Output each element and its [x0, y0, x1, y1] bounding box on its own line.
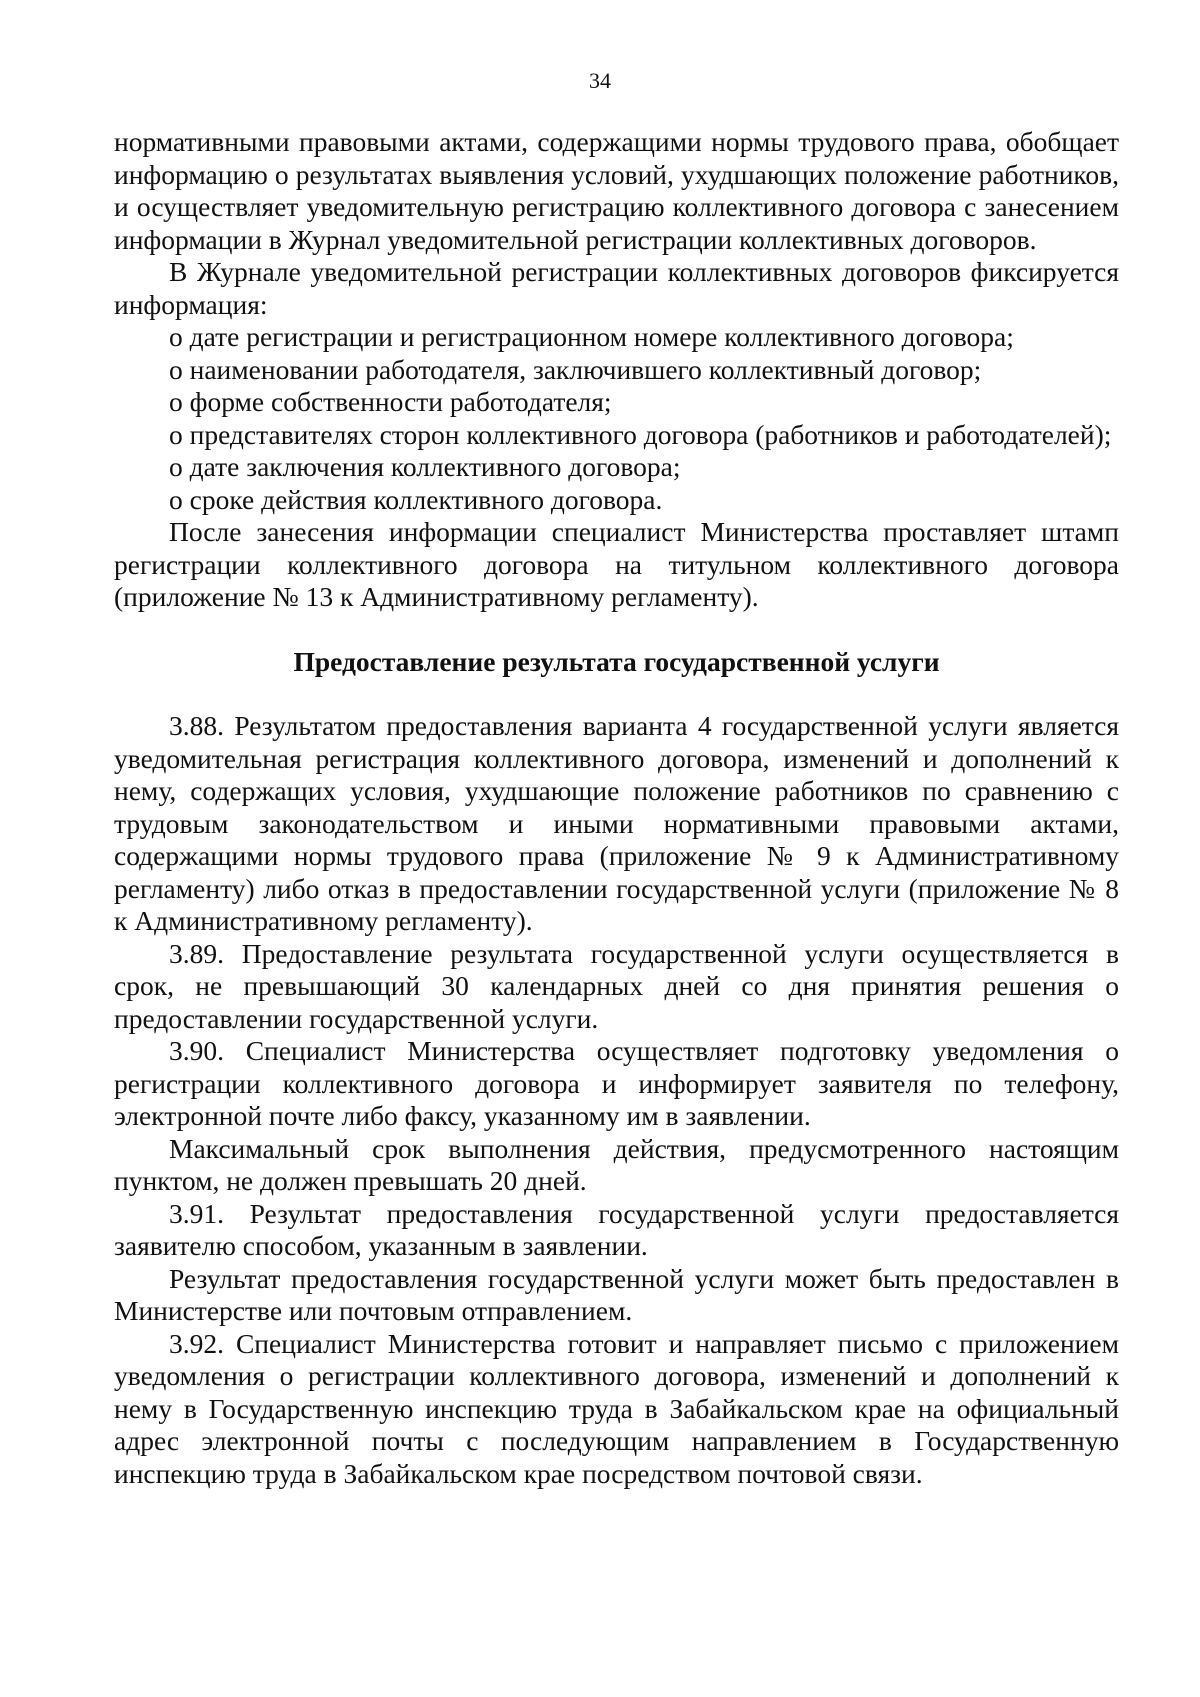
- paragraph: нормативными правовыми актами, содержащими нормы трудового права, обобщает информацию о результатах выявления условий, ухудшающих положение работников, и осуществляет уведомительную регистрацию коллективного договора с занесением информации в Журнал уведомительной регистрации коллективных договоров.: [114, 126, 1119, 255]
- document-body: [114, 126, 1119, 1490]
- clause-3-91: 3.91. Результат предоставления государственной услуги предоставляется заявителю способом, указанным в заявлении.: [114, 1197, 1119, 1261]
- list-item: о сроке действия коллективного договора.: [169, 483, 663, 515]
- list-item: о дате заключения коллективного договора;: [169, 451, 681, 482]
- list-item: о дате регистрации и регистрационном номере коллективного договора;: [169, 321, 1014, 352]
- clause-3-92: 3.92. Специалист Министерства готовит и направляет письмо с приложением уведомления о регистрации коллективного договора, изменений и дополнений к нему в Государственную инспекцию труда в Забайкальском крае на официальный адрес электронной почты с последующим направлением в Государственную инспекцию труда в Забайкальском крае посредством почтовой связи.: [114, 1327, 1119, 1489]
- section-heading: Предоставление результата государственной услуги: [293, 645, 940, 677]
- clause-3-90: 3.90. Специалист Министерства осуществляет подготовку уведомления о регистрации коллективного договора и информирует заявителя по телефону, электронной почте либо факсу, указанному им в заявлении.: [114, 1035, 1119, 1131]
- list-item: о форме собственности работодателя;: [169, 386, 612, 417]
- paragraph: Максимальный срок выполнения действия, предусмотренного настоящим пунктом, не должен превышать 20 дней.: [114, 1132, 1119, 1196]
- paragraph: После занесения информации специалист Министерства проставляет штамп регистрации коллективного договора на титульном коллективного договора (приложение № 13 к Административному регламенту).: [114, 516, 1119, 612]
- list-item: о представителях сторон коллективного договора (работников и работодателей);: [169, 418, 1112, 450]
- clause-3-89: 3.89. Предоставление результата государственной услуги осуществляется в срок, не превышающий 30 календарных дней со дня принятия решения о предоставлении государственной услуги.: [114, 937, 1119, 1034]
- clause-3-88: 3.88. Результатом предоставления варианта 4 государственной услуги является уведомительная регистрация коллективного договора, изменений и дополнений к нему, содержащих условия, ухудшающие положение работников по сравнению с трудовым законодательством и иными нормативными правовыми актами, содержащими нормы трудового права (приложение № 9 к Административному регламенту) либо отказ в предоставлении государственной услуги (приложение № 8 к Административному регламенту).: [114, 710, 1119, 936]
- paragraph: В Журнале уведомительной регистрации коллективных договоров фиксируется информация:: [114, 256, 1119, 320]
- page-number: 34: [589, 68, 611, 93]
- paragraph: Результат предоставления государственной услуги может быть предоставлен в Министерстве или почтовым отправлением.: [114, 1262, 1119, 1326]
- list-item: о наименовании работодателя, заключившего коллективный договор;: [169, 353, 982, 385]
